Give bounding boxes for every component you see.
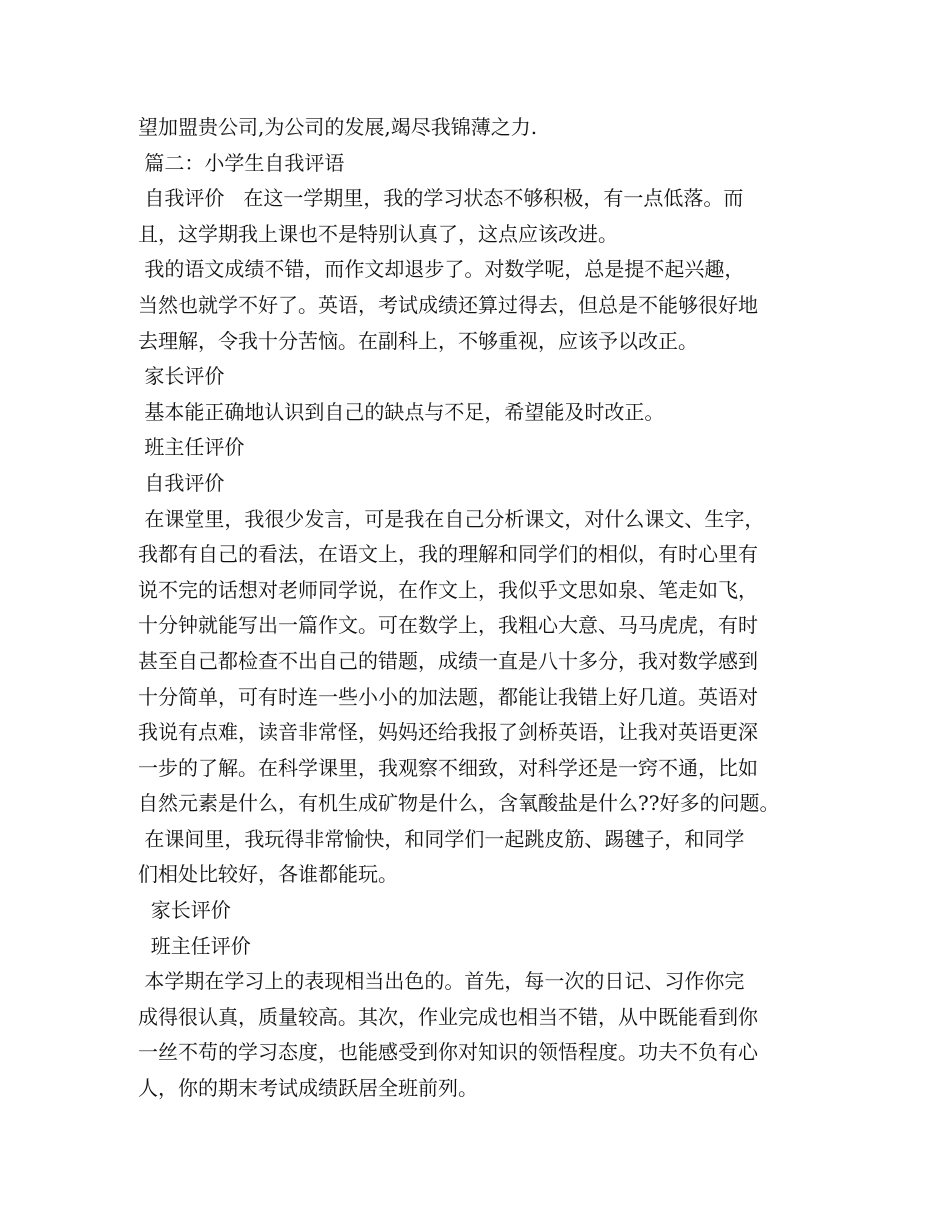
text-line: 说不完的话想对老师同学说，在作文上，我似乎文思如泉、笔走如飞， [138,577,758,602]
text-line: 人，你的期末考试成绩跃居全班前列。 [138,1076,478,1101]
text-line: 在课间里，我玩得非常愉快，和同学们一起跳皮筋、踢毽子，和同学 [138,826,745,851]
text-line: 一步的了解。在科学课里，我观察不细致，对科学还是一窍不通，比如 [138,755,758,780]
subheading-teacher-evaluation: 班主任评价 [138,435,245,460]
text-line: 十分钟就能写出一篇作文。可在数学上，我粗心大意、马马虎虎，有时 [138,613,758,638]
text-line: 甚至自己都检查不出自己的错题，成绩一直是八十多分，我对数学感到 [138,648,758,673]
text-line: 且，这学期我上课也不是特别认真了，这点应该改进。 [138,221,618,246]
document-body [138,110,828,1107]
section-heading: 篇二：小学生自我评语 [138,150,345,175]
text-line: 自我评价 在这一学期里，我的学习状态不够积极，有一点低落。而 [138,186,744,211]
text-line: 们相处比较好，各谁都能玩。 [138,862,398,887]
subheading-parent-evaluation: 家长评价 [138,364,225,389]
subheading-parent-evaluation: 家长评价 [138,898,231,923]
text-line: 我的语文成绩不错，而作文却退步了。对数学呢，总是提不起兴趣， [138,257,745,282]
text-line: 基本能正确地认识到自己的缺点与不足，希望能及时改正。 [138,399,665,424]
text-line: 在课堂里，我很少发言，可是我在自己分析课文，对什么课文、生字， [138,506,765,531]
text-line: 本学期在学习上的表现相当出色的。首先，每一次的日记、习作你完 [138,969,745,994]
text-line: 去理解，令我十分苦恼。在副科上，不够重视，应该予以改正。 [138,328,698,353]
subheading-teacher-evaluation: 班主任评价 [138,933,251,958]
text-line: 十分简单，可有时连一些小小的加法题，都能让我错上好几道。英语对 [138,684,758,709]
text-line: 我都有自己的看法，在语文上，我的理解和同学们的相似，有时心里有 [138,542,758,567]
text-line: 成得很认真，质量较高。其次，作业完成也相当不错，从中既能看到你 [138,1004,758,1029]
text-line: 我说有点难，读音非常怪，妈妈还给我报了剑桥英语，让我对英语更深 [138,720,758,745]
text-line: 自然元素是什么，有机生成矿物是什么，含氧酸盐是什么??好多的问题。 [138,791,780,816]
text-line: 当然也就学不好了。英语，考试成绩还算过得去，但总是不能够很好地 [138,292,758,317]
text-line: 一丝不苟的学习态度，也能感受到你对知识的领悟程度。功夫不负有心 [138,1040,758,1065]
text-line: 望加盟贵公司,为公司的发展,竭尽我锦薄之力. [138,115,538,139]
subheading-self-evaluation: 自我评价 [138,470,225,495]
